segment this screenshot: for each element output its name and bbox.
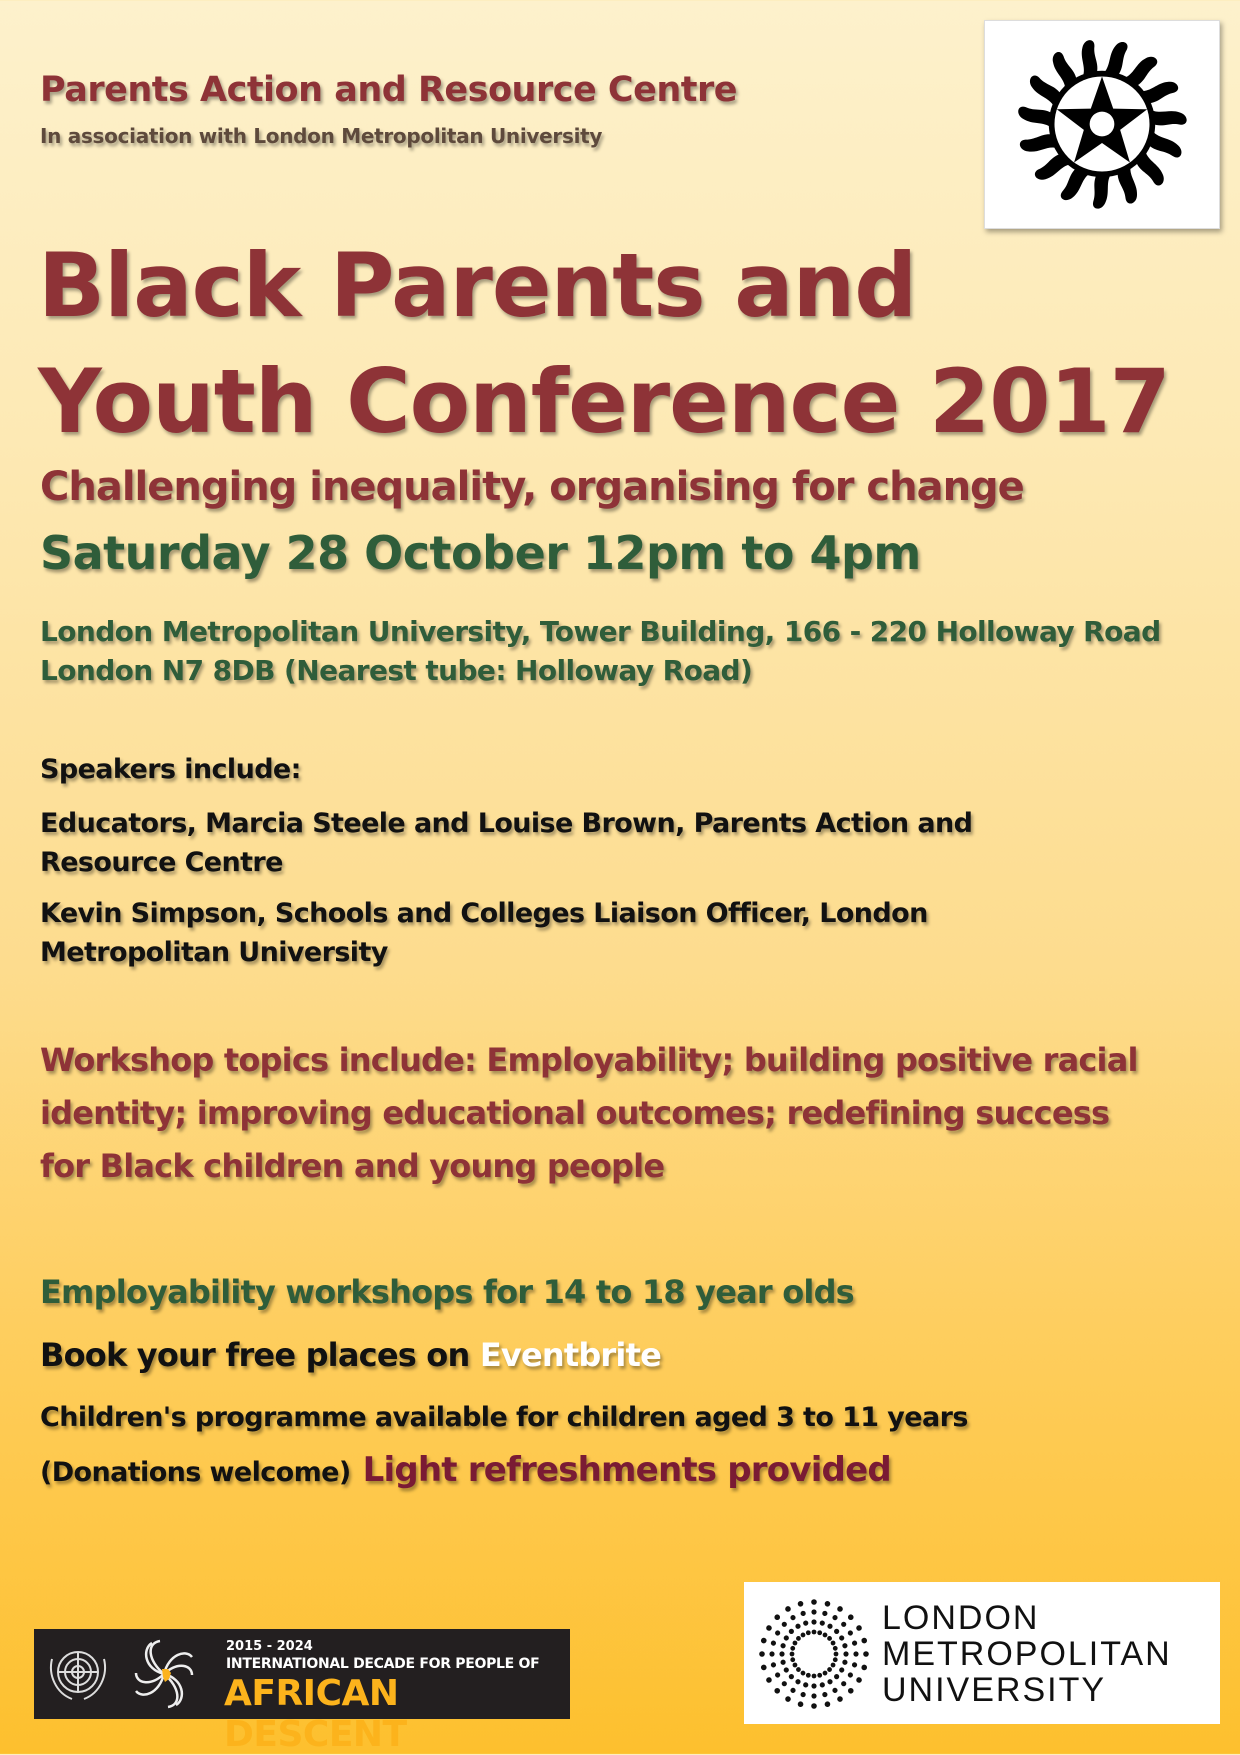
venue-line2: London N7 8DB (Nearest tube: Holloway Road) — [40, 654, 753, 687]
association-line: In association with London Metropolitan University — [40, 124, 603, 148]
lmu-line3: UNIVERSITY — [882, 1671, 1107, 1709]
parc-logo — [984, 20, 1220, 229]
childrens-programme: Children's programme available for children aged 3 to 11 years — [40, 1402, 968, 1433]
speaker-item: Educators, Marcia Steele and Louise Brown, Parents Action and Resource Centre — [40, 808, 973, 878]
lmu-line1: LONDON — [882, 1599, 1040, 1637]
employability-workshops: Employability workshops for 14 to 18 year olds — [40, 1273, 854, 1311]
booking-prefix: Book your free places on — [40, 1336, 480, 1374]
event-date-time: Saturday 28 October 12pm to 4pm — [40, 526, 921, 580]
un-emblem-icon — [44, 1641, 112, 1707]
event-venue — [40, 612, 1161, 690]
un-decade-years: 2015 - 2024 — [226, 1639, 313, 1654]
eventbrite-link[interactable]: Eventbrite — [479, 1336, 661, 1374]
booking-line — [40, 1336, 661, 1374]
event-title — [38, 228, 1170, 460]
lmu-dots-icon — [752, 1594, 876, 1714]
un-decade-highlight: AFRICAN DESCENT — [224, 1673, 407, 1755]
speaker-item: Kevin Simpson, Schools and Colleges Liaison Officer, London Metropolitan University — [40, 898, 928, 968]
event-title-line2: Youth Conference 2017 — [38, 350, 1170, 453]
donations-line — [40, 1450, 891, 1490]
african-descent-logo-icon — [134, 1639, 194, 1709]
event-title-line1: Black Parents and — [38, 234, 917, 337]
lmu-wordmark — [882, 1600, 1172, 1708]
lmu-logo — [744, 1582, 1220, 1724]
lmu-line2: METROPOLITAN — [882, 1635, 1172, 1673]
speakers-heading: Speakers include: — [40, 754, 301, 785]
organisation-name: Parents Action and Resource Centre — [40, 70, 737, 110]
workshop-topics: Workshop topics include: Employability; building positive racial identity; improving educational outcomes; redefining success for Black children and young people — [40, 1041, 1138, 1185]
donations-text: (Donations welcome) — [40, 1457, 351, 1488]
event-subtitle: Challenging inequality, organising for change — [40, 464, 1024, 510]
refreshments-text: Light refreshments provided — [362, 1450, 891, 1490]
un-decade-banner — [34, 1629, 570, 1755]
venue-line1: London Metropolitan University, Tower Building, 166 - 220 Holloway Road — [40, 615, 1161, 648]
adinkra-star-sun-icon — [1007, 29, 1197, 219]
un-decade-title: INTERNATIONAL DECADE FOR PEOPLE OF — [226, 1656, 540, 1672]
